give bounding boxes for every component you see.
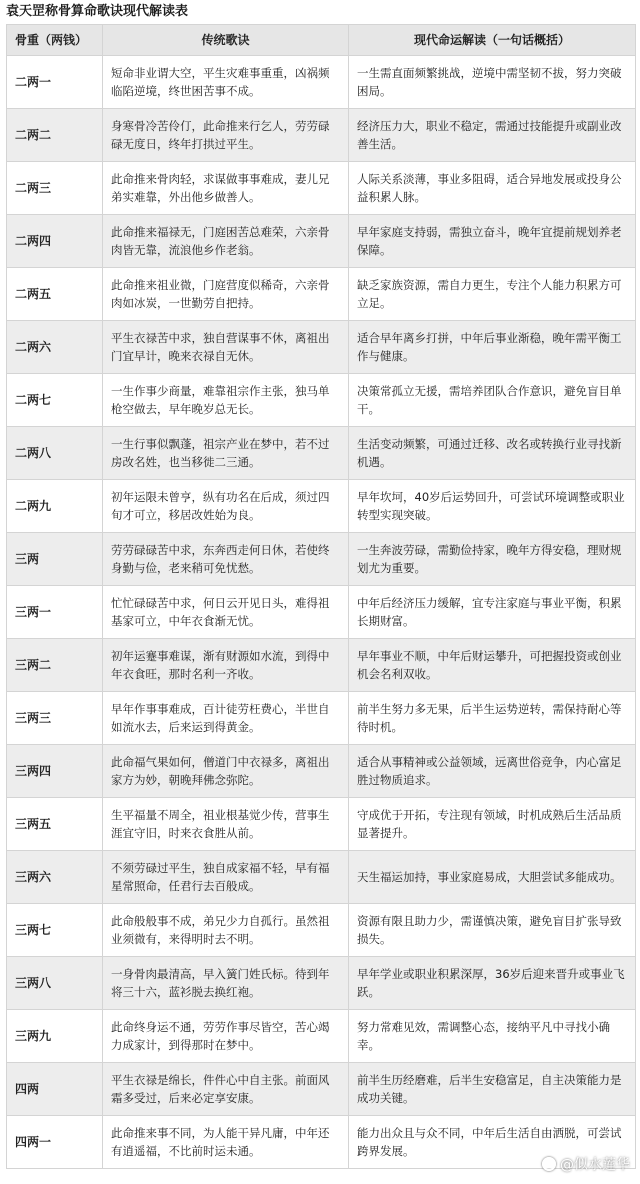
reading-cell: 经济压力大，职业不稳定，需通过技能提升或副业改善生活。 [349, 109, 636, 162]
reading-cell: 早年家庭支持弱，需独立奋斗，晚年宜提前规划养老保障。 [349, 215, 636, 268]
table-row [7, 56, 636, 109]
reading-cell: 缺乏家族资源，需自力更生，专注个人能力积累方可立足。 [349, 268, 636, 321]
reading-cell: 早年坎坷，40岁后运势回升，可尝试环境调整或职业转型实现突破。 [349, 480, 636, 533]
header-weight: 骨重（两钱） [7, 25, 103, 56]
watermark-text: @似水莲华 [560, 1157, 630, 1173]
reading-cell: 能力出众且与众不同，中年后生活自由洒脱，可尝试跨界发展。 [349, 1116, 636, 1169]
reading-cell: 适合从事精神或公益领域，远离世俗竞争，内心富足胜过物质追求。 [349, 745, 636, 798]
bone-weight-cell: 三两一 [7, 586, 103, 639]
table-row [7, 533, 636, 586]
reading-cell: 适合早年离乡打拼，中年后事业渐稳，晚年需平衡工作与健康。 [349, 321, 636, 374]
header-verse: 传统歌诀 [103, 25, 349, 56]
bone-weight-cell: 三两九 [7, 1010, 103, 1063]
reading-cell: 资源有限且助力少，需谨慎决策，避免盲目扩张导致损失。 [349, 904, 636, 957]
bone-weight-cell: 三两三 [7, 692, 103, 745]
table-row [7, 162, 636, 215]
table-row [7, 109, 636, 162]
table-row [7, 374, 636, 427]
reading-cell: 前半生历经磨难，后半生安稳富足，自主决策能力是成功关键。 [349, 1063, 636, 1116]
verse-cell: 生平福量不周全，祖业根基觉少传，营事生涯宜守旧，时来衣食胜从前。 [103, 798, 349, 851]
table-row [7, 745, 636, 798]
verse-cell: 此命推来事不同，为人能干异凡庸，中年还有逍遥福，不比前时运未通。 [103, 1116, 349, 1169]
verse-cell: 初年运蹇事难谋，渐有财源如水流，到得中年衣食旺，那时名利一齐收。 [103, 639, 349, 692]
bone-weight-cell: 三两七 [7, 904, 103, 957]
reading-cell: 天生福运加持，事业家庭易成，大胆尝试多能成功。 [349, 851, 636, 904]
bone-weight-cell: 二两九 [7, 480, 103, 533]
verse-cell: 此命终身运不通，劳劳作事尽皆空，苦心竭力成家计，到得那时在梦中。 [103, 1010, 349, 1063]
reading-cell: 早年事业不顺，中年后财运攀升，可把握投资或创业机会名利双收。 [349, 639, 636, 692]
table-row [7, 1010, 636, 1063]
reading-cell: 一生奔波劳碌，需勤俭持家，晚年方得安稳，理财规划尤为重要。 [349, 533, 636, 586]
reading-cell: 生活变动频繁，可通过迁移、改名或转换行业寻找新机遇。 [349, 427, 636, 480]
table-row [7, 692, 636, 745]
reading-cell: 努力常难见效，需调整心态，接纳平凡中寻找小确幸。 [349, 1010, 636, 1063]
bone-weight-cell: 三两 [7, 533, 103, 586]
table-row [7, 957, 636, 1010]
bone-weight-cell: 二两一 [7, 56, 103, 109]
bone-weight-cell: 二两六 [7, 321, 103, 374]
verse-cell: 一生作事少商量，难靠祖宗作主张，独马单枪空做去，早年晚岁总无长。 [103, 374, 349, 427]
page-title: 袁天罡称骨算命歌诀现代解读表 [6, 4, 189, 19]
table-row [7, 321, 636, 374]
bone-weight-cell: 二两四 [7, 215, 103, 268]
table-row [7, 215, 636, 268]
reading-cell: 一生需直面频繁挑战，逆境中需坚韧不拔，努力突破困局。 [349, 56, 636, 109]
reading-cell: 守成优于开拓，专注现有领域，时机成熟后生活品质显著提升。 [349, 798, 636, 851]
table-row [7, 268, 636, 321]
verse-cell: 不须劳碌过平生，独自成家福不轻，早有福星常照命，任君行去百般成。 [103, 851, 349, 904]
table-row [7, 480, 636, 533]
verse-cell: 早年作事事难成，百计徒劳枉费心，半世自如流水去，后来运到得黄金。 [103, 692, 349, 745]
reading-cell: 中年后经济压力缓解，宜专注家庭与事业平衡，积累长期财富。 [349, 586, 636, 639]
verse-cell: 此命般般事不成，弟兄少力自孤行。虽然祖业须微有，来得明时去不明。 [103, 904, 349, 957]
bone-weight-cell: 二两五 [7, 268, 103, 321]
fortune-table [6, 24, 636, 1169]
verse-cell: 忙忙碌碌苦中求，何日云开见日头，难得祖基家可立，中年衣食渐无忧。 [103, 586, 349, 639]
verse-cell: 短命非业谓大空，平生灾难事重重，凶祸频临陷逆境，终世困苦事不成。 [103, 56, 349, 109]
table-row [7, 798, 636, 851]
table-row [7, 1063, 636, 1116]
bone-weight-cell: 三两五 [7, 798, 103, 851]
bone-weight-cell: 二两三 [7, 162, 103, 215]
bone-weight-cell: 三两八 [7, 957, 103, 1010]
reading-cell: 前半生努力多无果，后半生运势逆转，需保持耐心等待时机。 [349, 692, 636, 745]
bone-weight-cell: 四两一 [7, 1116, 103, 1169]
table-row [7, 851, 636, 904]
table-header [7, 25, 636, 56]
verse-cell: 劳劳碌碌苦中求，东奔西走何日休，若使终身勤与俭，老来稍可免忧愁。 [103, 533, 349, 586]
bone-weight-cell: 三两二 [7, 639, 103, 692]
table-row [7, 586, 636, 639]
verse-cell: 平生衣禄苦中求，独自营谋事不休，离祖出门宜早计，晚来衣禄自无休。 [103, 321, 349, 374]
bone-weight-cell: 二两二 [7, 109, 103, 162]
header-reading: 现代命运解读（一句话概括） [349, 25, 636, 56]
verse-cell: 此命推来祖业微，门庭营度似稀奇，六亲骨肉如冰炭，一世勤劳自把持。 [103, 268, 349, 321]
verse-cell: 一生行事似飘蓬，祖宗产业在梦中，若不过房改名姓，也当移徙二三通。 [103, 427, 349, 480]
bone-weight-cell: 三两四 [7, 745, 103, 798]
verse-cell: 初年运限未曾亨，纵有功名在后成，须过四旬才可立，移居改姓始为良。 [103, 480, 349, 533]
table-row [7, 639, 636, 692]
bone-weight-cell: 三两六 [7, 851, 103, 904]
verse-cell: 此命福气果如何，僧道门中衣禄多，离祖出家方为妙，朝晚拜佛念弥陀。 [103, 745, 349, 798]
bone-weight-cell: 二两七 [7, 374, 103, 427]
verse-cell: 平生衣禄是绵长，件件心中自主张。前面风霜多受过，后来必定享安康。 [103, 1063, 349, 1116]
bone-weight-cell: 二两八 [7, 427, 103, 480]
table-row [7, 427, 636, 480]
verse-cell: 此命推来骨肉轻，求谋做事事难成，妻儿兄弟实难靠，外出他乡做善人。 [103, 162, 349, 215]
bone-weight-cell: 四两 [7, 1063, 103, 1116]
camera-icon [542, 1157, 556, 1171]
watermark [542, 1154, 630, 1174]
table-row [7, 904, 636, 957]
verse-cell: 此命推来福禄无，门庭困苦总难荣，六亲骨肉皆无靠，流浪他乡作老翁。 [103, 215, 349, 268]
reading-cell: 决策常孤立无援，需培养团队合作意识，避免盲目单干。 [349, 374, 636, 427]
reading-cell: 早年学业或职业积累深厚，36岁后迎来晋升或事业飞跃。 [349, 957, 636, 1010]
reading-cell: 人际关系淡薄，事业多阻碍，适合异地发展或投身公益积累人脉。 [349, 162, 636, 215]
verse-cell: 身寒骨冷苦伶仃，此命推来行乞人，劳劳碌碌无度日，终年打拱过平生。 [103, 109, 349, 162]
verse-cell: 一身骨肉最清高，早入簧门姓氏标。待到年将三十六，蓝衫脱去换红袍。 [103, 957, 349, 1010]
table-body [7, 56, 636, 1169]
